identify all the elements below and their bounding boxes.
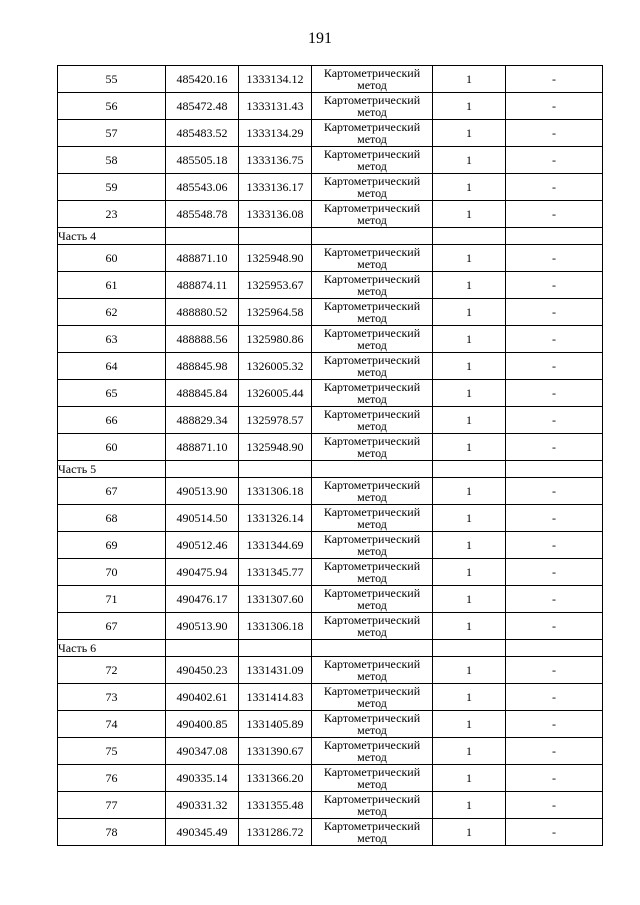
method-cell (312, 586, 433, 613)
method-line-1: Картометрический (323, 613, 421, 627)
note: - (506, 532, 603, 559)
coord-x: 485548.78 (166, 201, 239, 228)
accuracy: 1 (433, 711, 506, 738)
coord-x: 485420.16 (166, 66, 239, 93)
method-line-1: Картометрический (323, 147, 421, 161)
accuracy: 1 (433, 120, 506, 147)
table-row (58, 819, 603, 846)
point-number: 62 (58, 299, 166, 326)
note: - (506, 245, 603, 272)
note: - (506, 559, 603, 586)
method-line-2: метод (357, 78, 387, 92)
coord-x: 488829.34 (166, 407, 239, 434)
method-line-2: метод (357, 213, 387, 227)
accuracy: 1 (433, 353, 506, 380)
accuracy: 1 (433, 272, 506, 299)
accuracy: 1 (433, 478, 506, 505)
method-cell (312, 353, 433, 380)
coord-x: 490331.32 (166, 792, 239, 819)
point-number: 77 (58, 792, 166, 819)
note: - (506, 380, 603, 407)
coord-y: 1331405.89 (239, 711, 312, 738)
method-line-1: Картометрический (323, 478, 421, 492)
note: - (506, 407, 603, 434)
point-number: 23 (58, 201, 166, 228)
note: - (506, 765, 603, 792)
method-cell (312, 684, 433, 711)
point-number: 73 (58, 684, 166, 711)
point-number: 66 (58, 407, 166, 434)
point-number: 71 (58, 586, 166, 613)
method-line-1: Картометрический (323, 532, 421, 546)
method-line-2: метод (357, 419, 387, 433)
note: - (506, 272, 603, 299)
note: - (506, 93, 603, 120)
coord-y: 1325953.67 (239, 272, 312, 299)
part-label: Часть 6 (58, 640, 166, 657)
method-line-2: метод (357, 598, 387, 612)
coord-y: 1331344.69 (239, 532, 312, 559)
accuracy: 1 (433, 819, 506, 846)
table-row (58, 505, 603, 532)
method-line-1: Картометрический (323, 245, 421, 259)
coord-x: 490400.85 (166, 711, 239, 738)
note: - (506, 792, 603, 819)
note: - (506, 434, 603, 461)
coord-x: 490402.61 (166, 684, 239, 711)
point-number: 57 (58, 120, 166, 147)
accuracy: 1 (433, 657, 506, 684)
method-line-1: Картометрический (323, 684, 421, 698)
method-line-1: Картометрический (323, 201, 421, 215)
table-row (58, 684, 603, 711)
method-cell (312, 505, 433, 532)
method-cell (312, 299, 433, 326)
accuracy: 1 (433, 738, 506, 765)
coord-y: 1331390.67 (239, 738, 312, 765)
coord-y: 1331355.48 (239, 792, 312, 819)
method-line-1: Картометрический (323, 93, 421, 107)
method-cell (312, 434, 433, 461)
accuracy: 1 (433, 380, 506, 407)
table-row (58, 559, 603, 586)
point-number: 63 (58, 326, 166, 353)
coord-y: 1333131.43 (239, 93, 312, 120)
accuracy: 1 (433, 407, 506, 434)
method-cell (312, 66, 433, 93)
empty-cell (433, 640, 506, 657)
method-cell (312, 819, 433, 846)
method-line-2: метод (357, 831, 387, 845)
method-line-2: метод (357, 625, 387, 639)
coord-x: 488871.10 (166, 434, 239, 461)
note: - (506, 120, 603, 147)
accuracy: 1 (433, 765, 506, 792)
method-cell (312, 326, 433, 353)
table-row (58, 657, 603, 684)
note: - (506, 353, 603, 380)
accuracy: 1 (433, 434, 506, 461)
method-line-1: Картометрический (323, 765, 421, 779)
table-row (58, 201, 603, 228)
point-number: 69 (58, 532, 166, 559)
coord-x: 490512.46 (166, 532, 239, 559)
method-cell (312, 738, 433, 765)
accuracy: 1 (433, 505, 506, 532)
coord-x: 490513.90 (166, 478, 239, 505)
accuracy: 1 (433, 586, 506, 613)
coord-y: 1325948.90 (239, 245, 312, 272)
table-row (58, 765, 603, 792)
coord-y: 1325948.90 (239, 434, 312, 461)
coord-x: 485543.06 (166, 174, 239, 201)
method-line-2: метод (357, 186, 387, 200)
coord-x: 488845.84 (166, 380, 239, 407)
method-line-2: метод (357, 365, 387, 379)
table-row (58, 434, 603, 461)
coordinates-table-body (58, 66, 603, 846)
point-number: 68 (58, 505, 166, 532)
method-line-2: метод (357, 804, 387, 818)
coord-x: 490475.94 (166, 559, 239, 586)
table-row (58, 174, 603, 201)
method-line-1: Картометрический (323, 792, 421, 806)
method-cell (312, 407, 433, 434)
table-row (58, 147, 603, 174)
method-line-1: Картометрический (323, 174, 421, 188)
method-line-1: Картометрический (323, 326, 421, 340)
method-line-2: метод (357, 750, 387, 764)
coord-y: 1325980.86 (239, 326, 312, 353)
part-header-row (58, 461, 603, 478)
point-number: 58 (58, 147, 166, 174)
table-row (58, 407, 603, 434)
note: - (506, 299, 603, 326)
method-line-2: метод (357, 544, 387, 558)
table-row (58, 66, 603, 93)
table-row (58, 792, 603, 819)
table-row (58, 532, 603, 559)
note: - (506, 505, 603, 532)
method-cell (312, 174, 433, 201)
note: - (506, 147, 603, 174)
empty-cell (312, 228, 433, 245)
empty-cell (312, 640, 433, 657)
point-number: 72 (58, 657, 166, 684)
method-line-2: метод (357, 517, 387, 531)
empty-cell (433, 461, 506, 478)
method-cell (312, 613, 433, 640)
method-cell (312, 657, 433, 684)
coord-x: 490347.08 (166, 738, 239, 765)
note: - (506, 684, 603, 711)
part-label: Часть 5 (58, 461, 166, 478)
coord-y: 1331431.09 (239, 657, 312, 684)
point-number: 64 (58, 353, 166, 380)
method-line-1: Картометрический (323, 586, 421, 600)
method-line-1: Картометрический (323, 272, 421, 286)
method-cell (312, 201, 433, 228)
method-line-2: метод (357, 257, 387, 271)
point-number: 59 (58, 174, 166, 201)
table-row (58, 120, 603, 147)
coord-x: 485483.52 (166, 120, 239, 147)
point-number: 70 (58, 559, 166, 586)
coord-y: 1331414.83 (239, 684, 312, 711)
method-line-2: метод (357, 490, 387, 504)
empty-cell (506, 461, 603, 478)
method-line-2: метод (357, 446, 387, 460)
note: - (506, 819, 603, 846)
part-label: Часть 4 (58, 228, 166, 245)
coord-x: 488888.56 (166, 326, 239, 353)
method-line-1: Картометрический (323, 299, 421, 313)
method-line-1: Картометрический (323, 407, 421, 421)
method-cell (312, 245, 433, 272)
coord-y: 1326005.32 (239, 353, 312, 380)
note: - (506, 613, 603, 640)
coord-x: 490450.23 (166, 657, 239, 684)
accuracy: 1 (433, 201, 506, 228)
coord-x: 488874.11 (166, 272, 239, 299)
method-line-2: метод (357, 669, 387, 683)
method-line-1: Картометрический (323, 711, 421, 725)
table-row (58, 586, 603, 613)
coord-x: 490345.49 (166, 819, 239, 846)
method-cell (312, 272, 433, 299)
accuracy: 1 (433, 792, 506, 819)
accuracy: 1 (433, 532, 506, 559)
coord-x: 490514.50 (166, 505, 239, 532)
method-line-1: Картометрический (323, 66, 421, 80)
method-cell (312, 380, 433, 407)
accuracy: 1 (433, 684, 506, 711)
point-number: 61 (58, 272, 166, 299)
note: - (506, 174, 603, 201)
empty-cell (239, 640, 312, 657)
point-number: 60 (58, 245, 166, 272)
empty-cell (239, 461, 312, 478)
method-line-2: метод (357, 159, 387, 173)
method-line-2: метод (357, 696, 387, 710)
coord-x: 490476.17 (166, 586, 239, 613)
table-row (58, 738, 603, 765)
accuracy: 1 (433, 299, 506, 326)
method-line-2: метод (357, 571, 387, 585)
method-line-2: метод (357, 132, 387, 146)
coord-y: 1325978.57 (239, 407, 312, 434)
coord-x: 490513.90 (166, 613, 239, 640)
point-number: 75 (58, 738, 166, 765)
coord-x: 488845.98 (166, 353, 239, 380)
method-cell (312, 478, 433, 505)
accuracy: 1 (433, 147, 506, 174)
point-number: 76 (58, 765, 166, 792)
point-number: 74 (58, 711, 166, 738)
empty-cell (239, 228, 312, 245)
method-line-1: Картометрический (323, 657, 421, 671)
table-row (58, 711, 603, 738)
table-row (58, 272, 603, 299)
coord-y: 1331286.72 (239, 819, 312, 846)
accuracy: 1 (433, 174, 506, 201)
part-header-row (58, 640, 603, 657)
point-number: 60 (58, 434, 166, 461)
part-header-row (58, 228, 603, 245)
table-row (58, 613, 603, 640)
page-number: 191 (308, 30, 332, 47)
method-cell (312, 532, 433, 559)
empty-cell (166, 461, 239, 478)
method-line-2: метод (357, 338, 387, 352)
table-row (58, 478, 603, 505)
table-row (58, 326, 603, 353)
method-cell (312, 93, 433, 120)
accuracy: 1 (433, 245, 506, 272)
method-line-1: Картометрический (323, 819, 421, 833)
method-line-2: метод (357, 311, 387, 325)
point-number: 56 (58, 93, 166, 120)
coord-y: 1325964.58 (239, 299, 312, 326)
point-number: 67 (58, 613, 166, 640)
method-line-1: Картометрический (323, 380, 421, 394)
coord-y: 1331306.18 (239, 478, 312, 505)
coord-y: 1331306.18 (239, 613, 312, 640)
coord-y: 1331326.14 (239, 505, 312, 532)
method-line-2: метод (357, 723, 387, 737)
method-cell (312, 559, 433, 586)
coord-y: 1333136.08 (239, 201, 312, 228)
coord-y: 1333136.17 (239, 174, 312, 201)
accuracy: 1 (433, 93, 506, 120)
table-row (58, 353, 603, 380)
note: - (506, 657, 603, 684)
method-line-1: Картометрический (323, 559, 421, 573)
point-number: 65 (58, 380, 166, 407)
method-cell (312, 147, 433, 174)
coord-x: 488880.52 (166, 299, 239, 326)
coord-y: 1331307.60 (239, 586, 312, 613)
note: - (506, 326, 603, 353)
method-line-1: Картометрический (323, 505, 421, 519)
coord-y: 1333136.75 (239, 147, 312, 174)
empty-cell (166, 228, 239, 245)
method-line-2: метод (357, 105, 387, 119)
coord-y: 1326005.44 (239, 380, 312, 407)
empty-cell (166, 640, 239, 657)
empty-cell (312, 461, 433, 478)
method-cell (312, 711, 433, 738)
table-row (58, 380, 603, 407)
method-line-1: Картометрический (323, 120, 421, 134)
method-line-2: метод (357, 284, 387, 298)
accuracy: 1 (433, 66, 506, 93)
method-line-1: Картометрический (323, 353, 421, 367)
note: - (506, 201, 603, 228)
coord-x: 485505.18 (166, 147, 239, 174)
accuracy: 1 (433, 613, 506, 640)
coord-y: 1333134.12 (239, 66, 312, 93)
note: - (506, 478, 603, 505)
point-number: 78 (58, 819, 166, 846)
coord-y: 1331366.20 (239, 765, 312, 792)
accuracy: 1 (433, 559, 506, 586)
note: - (506, 586, 603, 613)
note: - (506, 66, 603, 93)
method-line-1: Картометрический (323, 738, 421, 752)
coord-y: 1331345.77 (239, 559, 312, 586)
method-cell (312, 765, 433, 792)
coord-x: 490335.14 (166, 765, 239, 792)
method-cell (312, 792, 433, 819)
coord-x: 488871.10 (166, 245, 239, 272)
note: - (506, 738, 603, 765)
table-row (58, 299, 603, 326)
point-number: 67 (58, 478, 166, 505)
note: - (506, 711, 603, 738)
table-row (58, 245, 603, 272)
empty-cell (433, 228, 506, 245)
empty-cell (506, 640, 603, 657)
method-line-2: метод (357, 777, 387, 791)
table-row (58, 93, 603, 120)
coordinates-table (57, 65, 603, 846)
method-cell (312, 120, 433, 147)
coord-y: 1333134.29 (239, 120, 312, 147)
coord-x: 485472.48 (166, 93, 239, 120)
empty-cell (506, 228, 603, 245)
method-line-1: Картометрический (323, 434, 421, 448)
method-line-2: метод (357, 392, 387, 406)
point-number: 55 (58, 66, 166, 93)
accuracy: 1 (433, 326, 506, 353)
